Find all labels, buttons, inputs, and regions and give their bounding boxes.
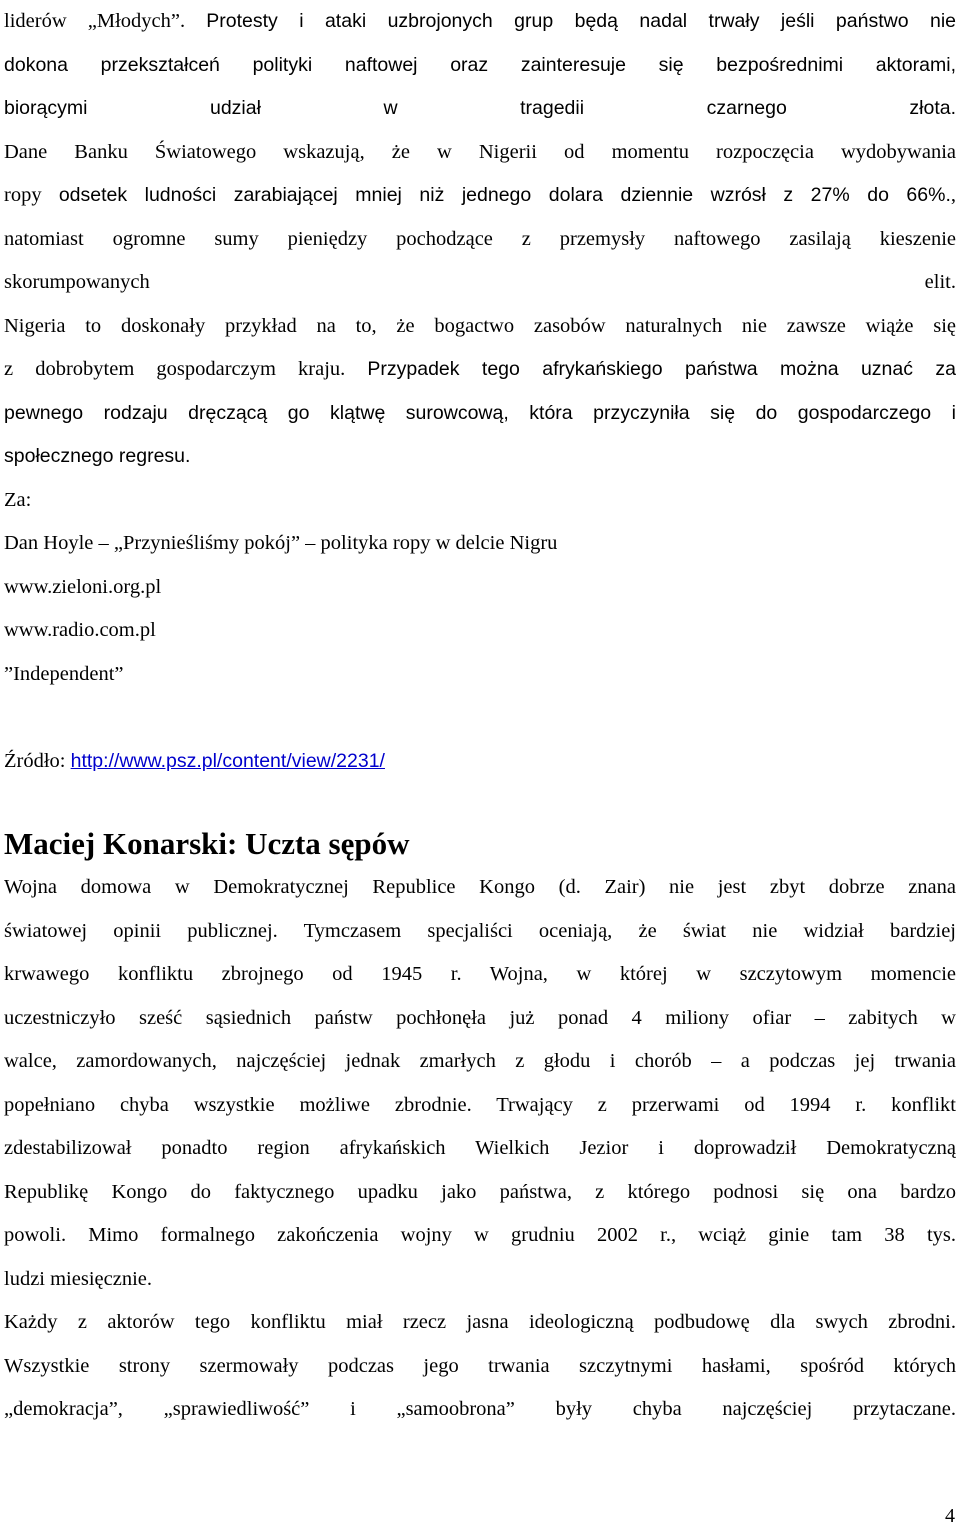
sources-list bbox=[4, 522, 956, 696]
text-segment: Dane Banku Światowego wskazują, że w Nigerii od momentu rozpoczęcia wydobywania bbox=[4, 140, 956, 163]
text-line bbox=[4, 866, 956, 910]
text-line bbox=[4, 44, 956, 88]
article-heading: Maciej Konarski: Uczta sępów bbox=[4, 826, 410, 861]
source-label: Źródło: bbox=[4, 749, 71, 772]
text-segment: odsetek ludności zarabiającej mniej niż jednego dolara dziennie wzrósł z 27% do 66%. bbox=[58, 184, 951, 206]
text-line bbox=[4, 392, 956, 436]
text-segment: liderów „Młodych”. bbox=[4, 10, 207, 32]
text-line bbox=[4, 1127, 956, 1171]
text-segment: Nigeria to doskonały przykład na to, że bogactwo zasobów naturalnych nie zawsze wiąże się bbox=[4, 314, 956, 337]
congo-paragraphs bbox=[4, 866, 956, 1432]
text-segment: ludzi miesięcznie. bbox=[4, 1267, 152, 1290]
text-line bbox=[4, 348, 956, 392]
text-segment: dokona przekształceń polityki naftowej oraz zainteresuje się bezpośrednimi aktorami, bbox=[4, 53, 956, 76]
za-label: Za: bbox=[4, 488, 32, 511]
text-segment: powoli. Mimo formalnego zakończenia wojny w grudniu 2002 r., wciąż ginie tam 38 tys. bbox=[4, 1224, 956, 1246]
spacer bbox=[4, 783, 956, 803]
text-segment: „demokracja”, „sprawiedliwość” i „samoobrona” były chyba najczęściej przytaczane. bbox=[4, 1398, 956, 1420]
source-item: Dan Hoyle – „Przynieśliśmy pokój” – polityka ropy w delcie Nigru bbox=[4, 532, 558, 554]
text-line bbox=[4, 1301, 956, 1345]
text-segment: natomiast ogromne sumy pieniędzy pochodzące z przemysły naftowego zasilają kieszenie bbox=[4, 227, 956, 250]
text-segment: społecznego regresu. bbox=[4, 445, 191, 467]
text-segment: Każdy z aktorów tego konfliktu miał rzecz jasna ideologiczną podbudowę dla swych zbrodni. bbox=[4, 1311, 956, 1333]
text-line bbox=[4, 131, 956, 175]
text-segment: Republikę Kongo do faktycznego upadku jako państwa, z którego podnosi się ona bardzo bbox=[4, 1180, 956, 1203]
text-segment: pewnego rodzaju dręczącą go klątwę surowcową, która przyczyniła się do gospodarczego i bbox=[4, 401, 956, 424]
text-line bbox=[4, 0, 956, 44]
text-line bbox=[4, 953, 956, 997]
source-item: ”Independent” bbox=[4, 662, 124, 685]
text-line bbox=[4, 1258, 956, 1302]
text-line bbox=[4, 261, 956, 305]
text-line bbox=[4, 1171, 956, 1215]
text-line bbox=[4, 1214, 956, 1258]
source-item: www.radio.com.pl bbox=[4, 619, 156, 641]
text-segment: , bbox=[950, 184, 956, 206]
page-number: 4 bbox=[945, 1505, 955, 1527]
text-line bbox=[4, 1345, 956, 1389]
text-segment: skorumpowanych elit. bbox=[4, 271, 956, 293]
text-segment: biorącymi udział w tragedii czarnego złota. bbox=[4, 97, 956, 119]
text-segment: z dobrobytem gospodarczym kraju. bbox=[4, 358, 368, 380]
text-line bbox=[4, 87, 956, 131]
text-segment: Wszystkie strony szermowały podczas jego trwania szczytnymi hasłami, spośród których bbox=[4, 1354, 956, 1377]
text-segment: zdestabilizował ponadto region afrykańskich Wielkich Jezior i doprowadził Demokratyczną bbox=[4, 1137, 956, 1159]
text-line bbox=[4, 305, 956, 349]
text-line bbox=[4, 910, 956, 954]
text-line bbox=[4, 218, 956, 262]
text-segment: Wojna domowa w Demokratycznej Republice Kongo (d. Zair) nie jest zbyt dobrze znana bbox=[4, 876, 956, 898]
nigeria-paragraphs bbox=[4, 0, 956, 479]
text-line bbox=[4, 997, 956, 1041]
text-line bbox=[4, 1040, 956, 1084]
text-segment: walce, zamordowanych, najczęściej jednak zmarłych z głodu i chorób – a podczas jej trwania bbox=[4, 1050, 956, 1072]
spacer bbox=[4, 696, 956, 740]
source-link[interactable]: http://www.psz.pl/content/view/2231/ bbox=[70, 749, 385, 772]
text-line bbox=[4, 1084, 956, 1128]
text-line bbox=[4, 174, 956, 218]
text-segment: popełniano chyba wszystkie możliwe zbrodnie. Trwający z przerwami od 1994 r. konflikt bbox=[4, 1093, 956, 1116]
text-segment: Protesty i ataki uzbrojonych grup będą nadal trwały jeśli państwo nie bbox=[206, 10, 956, 32]
document-page bbox=[4, 0, 956, 1432]
text-line bbox=[4, 1388, 956, 1432]
text-segment: ropy bbox=[4, 184, 59, 206]
text-segment: światowej opinii publicznej. Tymczasem specjaliści oceniają, że świat nie widział bardziej bbox=[4, 919, 956, 942]
text-segment: uczestniczyło sześć sąsiednich państw pochłonęła już ponad 4 miliony ofiar – zabitych w bbox=[4, 1006, 956, 1029]
text-line bbox=[4, 435, 956, 479]
source-item: www.zieloni.org.pl bbox=[4, 575, 162, 598]
source-line bbox=[4, 740, 956, 784]
text-segment: Przypadek tego afrykańskiego państwa można uznać za bbox=[367, 358, 956, 380]
text-segment: krwawego konfliktu zbrojnego od 1945 r. Wojna, w której w szczytowym momencie bbox=[4, 963, 956, 985]
